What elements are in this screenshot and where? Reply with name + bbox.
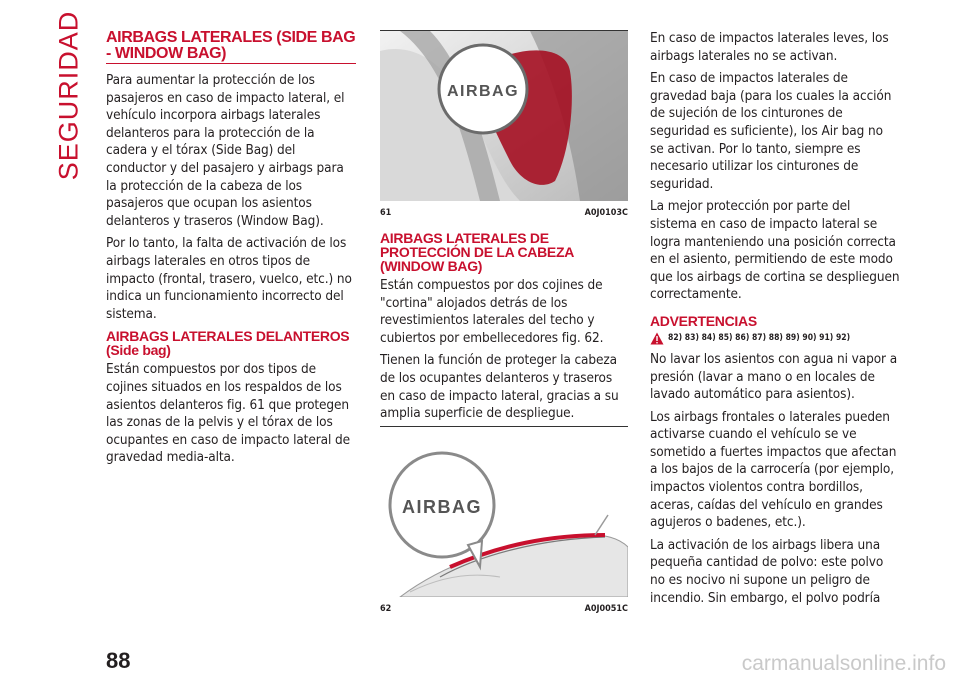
paragraph: En caso de impactos laterales leves, los airbags laterales no se activan. (650, 30, 889, 64)
subheading-side-bag: AIRBAGS LATERALES DELANTEROS (Side bag) (106, 328, 350, 359)
paragraph: Tienen la función de proteger la cabeza de los ocupantes delanteros y traseros en caso de impacto lateral, gracias a su amplia superficie de despliegue. (380, 352, 619, 422)
column-left (106, 30, 356, 472)
subheading-window-bag: AIRBAGS LATERALES DE PROTECCIÓN DE LA CABEZA (WINDOW BAG) (380, 230, 574, 274)
paragraph: En caso de impactos laterales de gravedad baja (para los cuales la acción de sujeción de los cinturones de seguridad es suficiente), los Air bag no se activan. Por lo tanto, siempre es necesario utilizar los cinturones de seguridad. (650, 70, 892, 192)
watermark: carmanualsonline.info (741, 652, 946, 675)
section-tab-label: SEGURIDAD (53, 10, 84, 180)
section-heading: AIRBAGS LATERALES (SIDE BAG - WINDOW BAG) (106, 29, 356, 62)
seat-airbag-illustration (380, 31, 628, 201)
column-middle (380, 30, 628, 614)
warning-references (650, 332, 900, 345)
airbag-label: AIRBAG (446, 83, 520, 100)
section-tab (52, 10, 86, 180)
paragraph: La mejor protección por parte del sistema en caso de impacto lateral se logra manteniendo una posición correcta en el asiento, permitiendo de este modo que los airbags de cortina se desplieguen correctamente. (650, 198, 900, 303)
paragraph: Están compuestos por dos tipos de cojines situados en los respaldos de los asientos delanteros fig. 61 que protegen las zonas de la pelvis y el tórax de los ocupantes en caso de impacto lateral de gravedad media-alta. (106, 361, 350, 466)
figure-caption (380, 205, 628, 221)
figure-62 (380, 426, 628, 617)
paragraph: No lavar los asientos con agua ni vapor a presión (lavar a mano o en locales de lavado automático para asientos). (650, 350, 898, 403)
paragraph: Para aumentar la protección de los pasajeros en caso de impacto lateral, el vehículo incorpora airbags laterales delanteros para la protección de la cadera y el tórax (Side Bag) del conductor y del pasajero y airbags para la protección de la cabeza de los pasajeros que ocupan los asientos delanteros y traseros (Window Bag). (106, 72, 345, 229)
figure-code: A0J0051C (584, 604, 628, 614)
figure-61 (380, 30, 628, 221)
paragraph: Por lo tanto, la falta de activación de los airbags laterales en otros tipos de impacto (frontal, trasero, vuelco, etc.) no indica un funcionamiento incorrecto del sistema. (106, 235, 352, 322)
warnings-heading: ADVERTENCIAS (650, 312, 757, 329)
figure-code: A0J0103C (584, 208, 628, 218)
airbag-label: AIRBAG (402, 497, 482, 517)
page-number: 88 (106, 648, 131, 673)
column-right (650, 30, 900, 612)
warning-triangle-icon (650, 332, 664, 345)
paragraph: La activación de los airbags libera una pequeña cantidad de polvo: este polvo no es nocivo ni supone un peligro de incendio. Sin embargo, el polvo podría (650, 536, 884, 606)
figure-caption (380, 601, 628, 617)
figure-number: 61 (380, 208, 392, 218)
paragraph: Los airbags frontales o laterales pueden activarse cuando el vehículo se ve sometido a fuertes impactos que afectan a los bajos de la carrocería (por ejemplo, impactos violentos contra bordillos, aceras, caídas del vehículo en grandes agujeros o badenes, etc.). (650, 408, 897, 531)
window-airbag-illustration (380, 427, 628, 597)
warning-refs: 82) 83) 84) 85) 86) 87) 88) 89) 90) 91) 92) (668, 333, 851, 344)
paragraph: Están compuestos por dos cojines de "cortina" alojados detrás de los revestimientos laterales del techo y cubiertos por embellecedores fig. 62. (380, 277, 604, 346)
figure-number: 62 (380, 604, 392, 614)
